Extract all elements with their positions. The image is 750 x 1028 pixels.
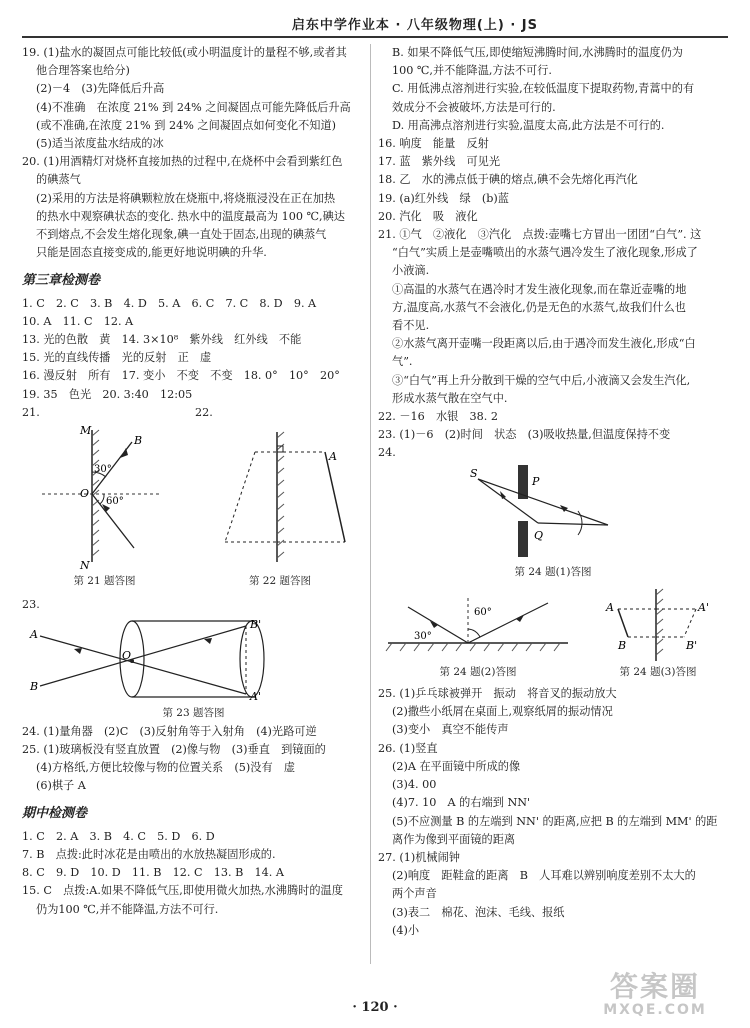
answer-line: (4)不准确 在浓度 21% 到 24% 之间凝固点可能先降低后升高 [36,100,351,114]
answer-line: 10. A 11. C 12. A [22,314,134,328]
answer-line: C. 用低沸点溶剂进行实验,在较低温度下提取药物,青蒿中的有 [392,82,695,96]
label-B-prime: B' [686,638,698,652]
question-label: 22. [195,405,213,419]
answer-line: (3)表二 棉花、泡沫、毛线、报纸 [392,905,565,919]
answer-line: 25. (1)乒乓球被弹开 振动 将音叉的振动放大 [378,687,617,701]
answer-line: ③“白气”再上升分散到干燥的空气中后,小液滴又会发生汽化, [392,373,691,387]
figure-24-1-diagram [378,463,728,563]
angle-60: 60° [106,496,124,508]
figure-24-3-diagram [588,585,728,663]
answer-line: 他合理答案也给分) [36,64,130,78]
answer-line: 方,温度高,水蒸气不会液化,仍是无色的水蒸气,故我们什么也 [392,300,686,314]
figure-22-diagram [195,422,365,572]
answer-line: 气”. [392,355,413,369]
answer-line: 1. C 2. A 3. B 4. C 5. D 6. D [22,829,215,843]
label-S: S [470,466,478,480]
label-A: A [329,450,337,464]
answer-line: (4)方格纸,方便比较像与物的位置关系 (5)没有 虚 [36,761,296,775]
figure-22 [195,404,365,590]
answer-line: 21. ①气 ②液化 ③汽化 点拨:壶嘴七方冒出一团团“白气”. 这 [378,228,702,242]
answer-line: 只能是固态直接变成的,能更好地说明碘的升华. [36,246,267,260]
label-A: A [606,600,614,614]
answer-line: 16. 漫反射 所有 17. 变小 不变 不变 18. 0° 10° 20° [22,369,340,383]
answer-line: ①高温的水蒸气在遇冷时才发生液化现象,而在靠近壶嘴的地 [392,282,687,296]
page-header [22,8,728,38]
answer-line: 19. (1)盐水的凝固点可能比较低(或小明温度计的量程不够,或者其 [22,46,347,59]
answer-line: 效成分不会被破坏,方法是可行的. [392,100,556,114]
left-column [22,44,365,919]
answer-line: 27. (1)机械闹钟 [378,850,460,864]
label-N: N [80,559,90,573]
figure-23-caption: 第 23 题答图 [162,707,225,720]
answer-line: 19. 35 色光 20. 3:40 12:05 [22,387,193,401]
label-B: B [30,680,39,694]
section-title-midterm: 期中检测卷 [22,806,88,822]
figure-row-24 [378,585,728,681]
angle-30: 30° [414,630,432,642]
figure-21-caption: 第 21 题答图 [73,575,136,588]
label-B-prime: B' [250,618,262,632]
label-B: B [618,638,627,652]
page-number: · 120 · [352,1000,398,1015]
answer-line: 22. －16 水银 38. 2 [378,410,498,424]
watermark-logo [580,972,730,1022]
figure-24-2-caption: 第 24 题(2)答图 [439,665,517,678]
label-A-prime: A' [250,690,261,704]
question-label: 21. [22,405,40,419]
answer-line: (4)7. 10 A 的右端到 NN' [392,796,531,810]
label-O: O [122,649,132,663]
angle-60: 60° [474,606,492,618]
answer-line: 24. [378,446,396,460]
answer-line: B. 如果不降低气压,即使缩短沸腾时间,水沸腾时的温度仍为 [392,46,683,59]
answer-line: 24. (1)量角器 (2)C (3)反射角等于入射角 (4)光路可逆 [22,724,317,738]
answer-line: 25. (1)玻璃板没有竖直放置 (2)像与物 (3)垂直 到镜面的 [22,742,326,756]
answer-line: 17. 蓝 紫外线 可见光 [378,155,501,169]
answer-line: 20. (1)用酒精灯对烧杯直接加热的过程中,在烧杯中会看到紫红色 [22,155,343,169]
answer-line: 小液滴. [392,264,430,278]
figure-22-caption: 第 22 题答图 [248,575,312,588]
answer-line: (2)A 在平面镜中所成的像 [392,759,521,773]
answer-line: (4)小 [392,923,420,937]
answer-line: 15. C 点拨:A.如果不降低气压,即使用微火加热,水沸腾时的温度 [22,884,343,898]
figure-24-1-caption: 第 24 题(1)答图 [514,565,592,578]
answer-line: (2)采用的方法是将碘颗粒放在烧瓶中,将烧瓶浸没在正在加热 [36,191,336,205]
answer-line: (3)变小 真空不能传声 [392,723,509,737]
question-label: 23. [22,598,40,612]
angle-30: 30° [94,464,112,476]
answer-line: (5)适当浓度盐水结成的冰 [36,137,164,151]
answer-line: (2)响度 距鞋盒的距离 B 人耳难以辨别响度差别不太大的 [392,869,696,883]
figure-23-diagram [22,614,365,704]
answer-line: 23. (1)－6 (2)时间 状态 (3)吸收热量,但温度保持不变 [378,428,671,442]
answer-line: 的碘蒸气 [36,173,81,187]
label-A: A [30,628,38,642]
answer-line: 两个声音 [392,887,437,901]
answer-line: 18. 乙 水的沸点低于碘的熔点,碘不会先熔化再汽化 [378,173,638,187]
answer-line: 13. 光的色散 黄 14. 3×10⁸ 紫外线 红外线 不能 [22,333,302,347]
answer-line: “白气”实质上是壶嘴喷出的水蒸气遇冷发生了液化现象,形成了 [392,246,698,260]
figure-24-3 [588,585,728,681]
figure-24-2-diagram [378,585,578,663]
figure-row-21-22 [22,404,365,590]
column-divider [370,44,371,964]
answer-line: (或不准确,在浓度 21% 到 24% 之间凝固点如何变化不知道) [36,118,336,132]
figure-21 [22,404,187,590]
answer-line: ②水蒸气离开壶嘴一段距离以后,由于遇冷而发生液化,形成“白 [392,337,696,351]
answer-line: 不到熔点,不会发生熔化现象,碘一直处于固态,出现的碘蒸气 [36,228,327,242]
answer-line: 19. (a)红外线 绿 (b)蓝 [378,191,509,205]
answer-line: 26. (1)竖直 [378,741,438,755]
figure-24-2 [378,585,578,681]
answer-line: 仍为100 ℃,并不能降温,方法不可行. [36,902,219,916]
figure-21-diagram [22,422,187,572]
label-Q: Q [534,528,544,542]
answer-line: (3)4. 00 [392,778,437,792]
answer-line: 形成水蒸气散在空气中. [392,391,508,405]
answer-line: 的热水中观察碘状态的变化. 热水中的温度最高为 100 ℃,碘达 [36,209,345,223]
answer-line: 1. C 2. C 3. B 4. D 5. A 6. C 7. C 8. D 9. A [22,296,317,310]
watermark-text: 答案圈 [609,970,700,1003]
label-O: O [80,487,90,501]
answer-line: 100 ℃,并不能降温,方法不可行. [392,64,552,78]
right-column [378,44,728,940]
answer-line: 15. 光的直线传播 光的反射 正 虚 [22,351,212,365]
label-M: M [80,424,92,438]
watermark-url: MXQE.COM [603,1002,707,1018]
section-title-chapter3: 第三章检测卷 [22,273,101,289]
answer-line: (5)不应测量 B 的左端到 NN' 的距离,应把 B 的左端到 MM' 的距 [392,814,718,828]
answer-line: (2)撒些小纸屑在桌面上,观察纸屑的振动情况 [392,705,613,719]
answer-line: D. 用高沸点溶剂进行实验,温度太高,此方法是不可行的. [392,118,665,132]
answer-line: (6)棋子 A [36,779,86,793]
label-P: P [532,474,540,488]
header-title: 启东中学作业本 · 八年级物理(上) · JS [291,18,538,33]
figure-24-3-caption: 第 24 题(3)答图 [619,665,697,678]
answer-line: 7. B 点拨:此时冰花是由喷出的水放热凝固形成的. [22,847,276,861]
answer-line: 离作为像到平面镜的距离 [392,832,516,846]
answer-line: (2)－4 (3)先降低后升高 [36,82,165,96]
answer-line: 16. 响度 能量 反射 [378,137,489,151]
answer-line: 20. 汽化 吸 液化 [378,209,478,223]
answer-line: 看不见. [392,319,430,333]
answer-line: 8. C 9. D 10. D 11. B 12. C 13. B 14. A [22,866,284,880]
label-A-prime: A' [698,600,709,614]
label-B: B [134,434,143,448]
